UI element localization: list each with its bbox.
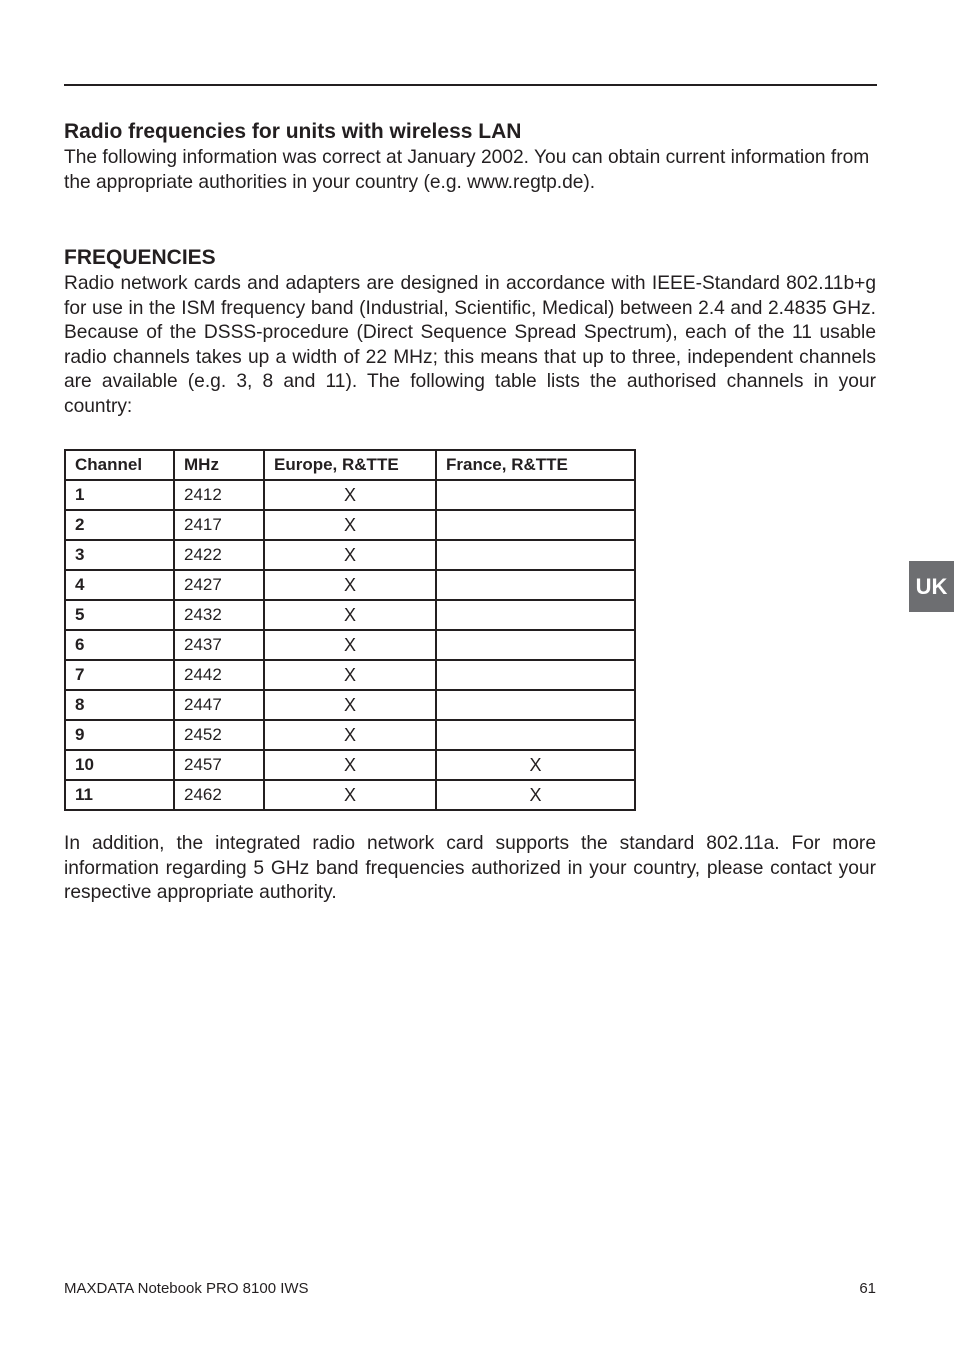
- cell-channel: 10: [65, 750, 174, 780]
- section-intro-text: The following information was correct at January 2002. You can obtain current information from the appropriate authorities in your country (e.g. www.regtp.de).: [64, 147, 870, 193]
- table-row: [65, 690, 635, 720]
- cell-mhz: 2462: [174, 780, 264, 810]
- cell-europe: X: [264, 660, 436, 690]
- cell-europe: X: [264, 750, 436, 780]
- cell-mhz: 2457: [174, 750, 264, 780]
- cell-europe: X: [264, 510, 436, 540]
- table-row: [65, 630, 635, 660]
- cell-france: [436, 510, 635, 540]
- footer-page-number: 61: [859, 1280, 876, 1297]
- cell-europe: X: [264, 480, 436, 510]
- section-title-radio-frequencies: Radio frequencies for units with wireless LAN: [64, 120, 522, 143]
- cell-channel: 3: [65, 540, 174, 570]
- cell-channel: 1: [65, 480, 174, 510]
- table-row: [65, 780, 635, 810]
- cell-channel: 8: [65, 690, 174, 720]
- cell-channel: 6: [65, 630, 174, 660]
- footer-product-name: MAXDATA Notebook PRO 8100 IWS: [64, 1280, 309, 1297]
- header-europe: Europe, R&TTE: [264, 450, 436, 480]
- cell-europe: X: [264, 690, 436, 720]
- cell-mhz: 2422: [174, 540, 264, 570]
- cell-france: [436, 690, 635, 720]
- cell-europe: X: [264, 720, 436, 750]
- cell-mhz: 2442: [174, 660, 264, 690]
- cell-mhz: 2447: [174, 690, 264, 720]
- cell-europe: X: [264, 630, 436, 660]
- cell-channel: 4: [65, 570, 174, 600]
- cell-europe: X: [264, 570, 436, 600]
- cell-europe: X: [264, 600, 436, 630]
- cell-france: [436, 630, 635, 660]
- additional-info-text: In addition, the integrated radio network card supports the standard 802.11a. For more information regarding 5 GHz band frequencies authorized in your country, please contact your respective appropriate authority.: [64, 833, 876, 903]
- cell-channel: 11: [65, 780, 174, 810]
- table-body: [65, 480, 635, 810]
- page-content: [64, 118, 876, 906]
- cell-france: [436, 480, 635, 510]
- table-row: [65, 570, 635, 600]
- table-header-row: [65, 450, 635, 480]
- table-row: [65, 540, 635, 570]
- cell-france: X: [436, 750, 635, 780]
- language-tab-uk: UK: [909, 561, 954, 612]
- cell-mhz: 2427: [174, 570, 264, 600]
- cell-france: [436, 570, 635, 600]
- cell-channel: 9: [65, 720, 174, 750]
- cell-mhz: 2452: [174, 720, 264, 750]
- frequencies-description: Radio network cards and adapters are designed in accordance with IEEE-Standard 802.11b+g for use in the ISM frequency band (Industrial, Scientific, Medical) between 2.4 and 2.4835 GHz. Because of the DSSS-procedure (Direct Sequence Spread Spectrum), each of the 11 usable radio channels takes up a width of 22 MHz; this means that up to three, independent channels are available (e.g. 3, 8 and 11). The following table lists the authorised channels in your country:: [64, 273, 876, 417]
- cell-france: X: [436, 780, 635, 810]
- channel-table: [64, 449, 636, 811]
- top-rule: [64, 84, 877, 86]
- cell-mhz: 2437: [174, 630, 264, 660]
- channel-table-wrapper: [64, 449, 876, 811]
- cell-mhz: 2432: [174, 600, 264, 630]
- cell-france: [436, 720, 635, 750]
- cell-france: [436, 540, 635, 570]
- cell-france: [436, 600, 635, 630]
- table-row: [65, 720, 635, 750]
- cell-channel: 7: [65, 660, 174, 690]
- cell-europe: X: [264, 540, 436, 570]
- cell-france: [436, 660, 635, 690]
- cell-channel: 5: [65, 600, 174, 630]
- header-france: France, R&TTE: [436, 450, 635, 480]
- section-frequencies: [64, 244, 876, 419]
- cell-channel: 2: [65, 510, 174, 540]
- table-row: [65, 750, 635, 780]
- table-row: [65, 600, 635, 630]
- header-channel: Channel: [65, 450, 174, 480]
- cell-mhz: 2412: [174, 480, 264, 510]
- table-row: [65, 480, 635, 510]
- section-title-frequencies: FREQUENCIES: [64, 246, 216, 269]
- header-mhz: MHz: [174, 450, 264, 480]
- cell-europe: X: [264, 780, 436, 810]
- table-row: [65, 660, 635, 690]
- table-row: [65, 510, 635, 540]
- cell-mhz: 2417: [174, 510, 264, 540]
